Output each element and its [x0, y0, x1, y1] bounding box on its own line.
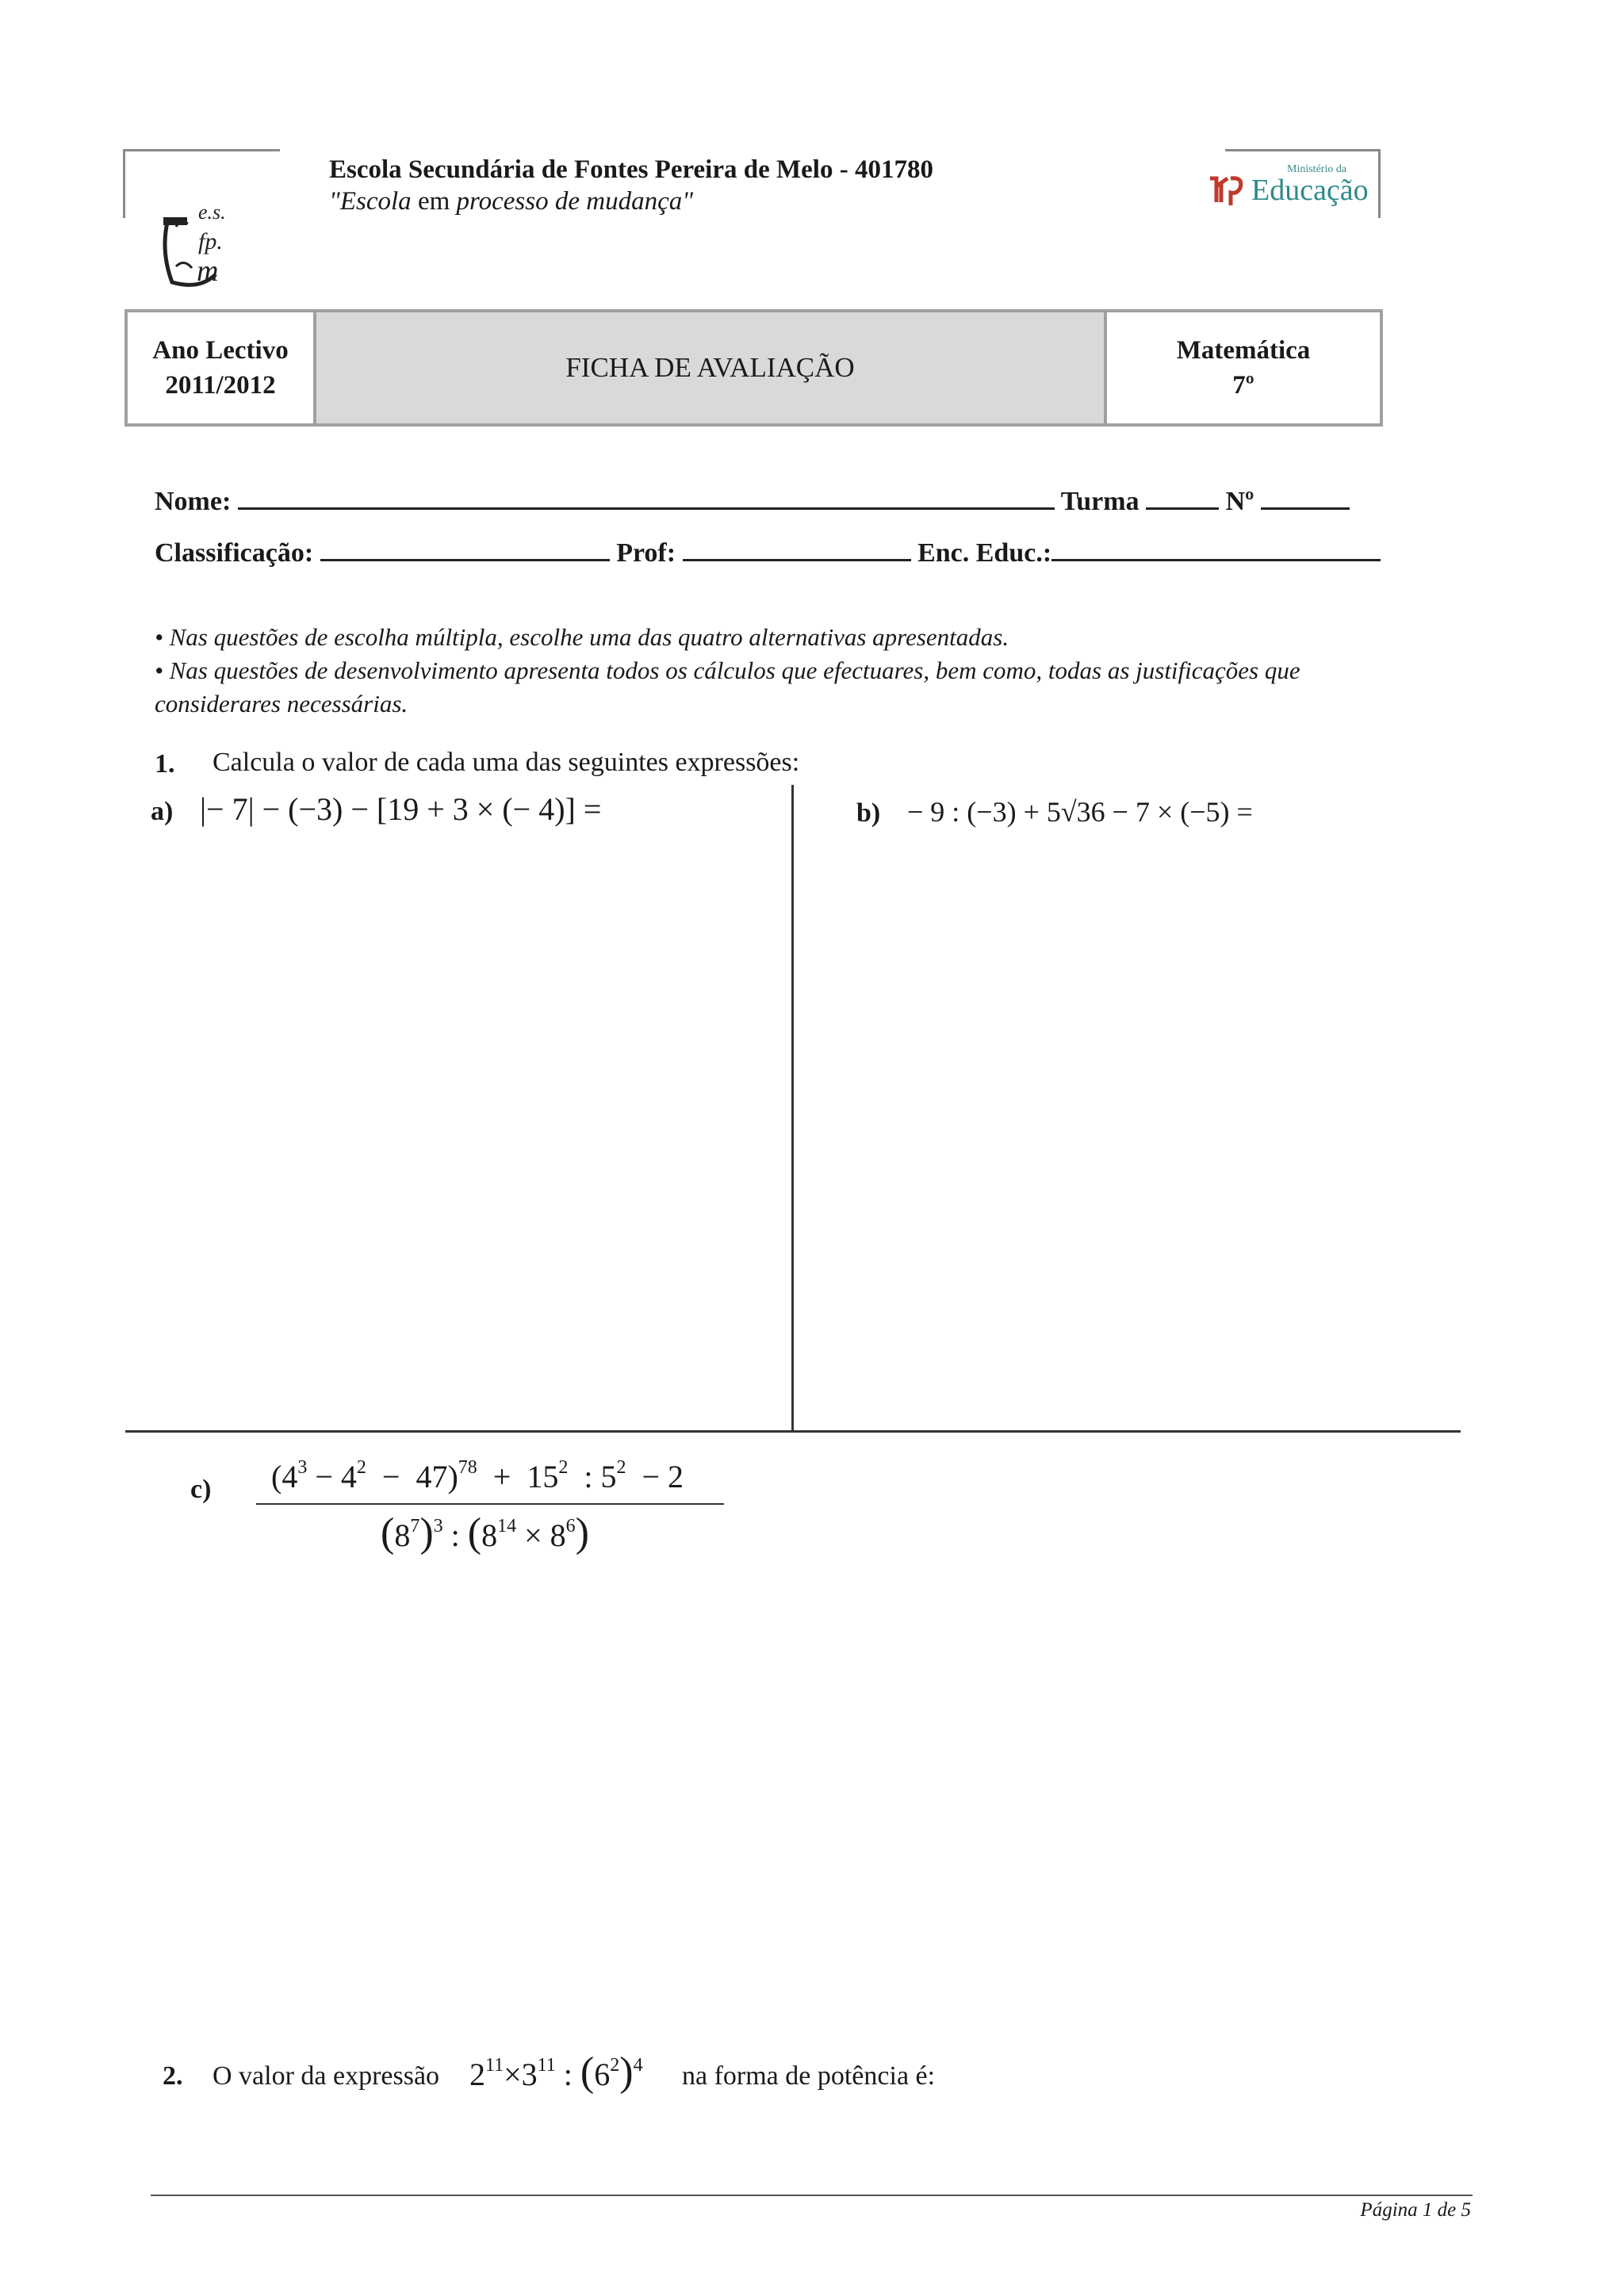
footer-rule [151, 2195, 1473, 2196]
instruction-2: • Nas questões de desenvolvimento apresenta todos os cálculos que efectuares, bem como, todas as justificações que [155, 656, 1300, 684]
class-label: Turma [1060, 487, 1139, 516]
class-field[interactable] [1146, 485, 1219, 510]
guardian-field[interactable] [1051, 537, 1381, 561]
q1-number: 1. [155, 749, 175, 779]
page-number: Página 1 de 5 [1360, 2199, 1471, 2221]
school-motto: "Escola em processo de mudança" [329, 187, 694, 216]
subject-cell [1107, 312, 1380, 423]
subject: Matemática [1176, 336, 1311, 365]
answer-divider-vertical [791, 785, 794, 1432]
q2-text-after: na forma de potência é: [682, 2061, 936, 2091]
svg-text:e.s.: e.s. [198, 201, 226, 224]
title-cell [316, 312, 1107, 423]
q1a-label: a) [151, 797, 174, 826]
ministry-logo-small-text: Ministério da [1287, 163, 1347, 175]
grade-field[interactable] [320, 537, 610, 561]
year-cell [128, 312, 316, 423]
q1b-expression: − 9 : (−3) + 5√36 − 7 × (−5) = [907, 796, 1253, 828]
svg-text:m: m [197, 254, 219, 288]
name-label: Nome: [155, 487, 232, 516]
school-logo [152, 195, 254, 297]
teacher-label: Prof: [616, 538, 676, 568]
grade-label: Classificação: [155, 538, 314, 568]
year-value: 2011/2012 [165, 371, 276, 400]
guardian-label: Enc. Educ.: [917, 538, 1052, 568]
grade: 7º [1232, 371, 1254, 400]
q1a-expression: |− 7| − (−3) − [19 + 3 × (− 4)] = [200, 791, 602, 827]
q1c-label: c) [190, 1475, 212, 1504]
instruction-3: considerares necessárias. [155, 690, 408, 718]
q1c-fraction-bar [256, 1503, 724, 1505]
grading-row [155, 537, 1381, 568]
info-table [124, 309, 1383, 427]
svg-text:fp.: fp. [198, 228, 223, 254]
q2-number: 2. [163, 2061, 183, 2091]
school-name: Escola Secundária de Fontes Pereira de Melo - 401780 [329, 155, 933, 184]
q2-expression: $2^{11}\times 3^{11}$ : $(6^2)^4$ [469, 2049, 643, 2095]
name-field[interactable] [238, 485, 1055, 510]
q1-text: Calcula o valor de cada uma das seguintes expressões: [213, 748, 800, 777]
answer-divider-horizontal [125, 1430, 1461, 1433]
ministry-logo-text: Educação [1251, 174, 1369, 207]
q2-text-before: O valor da expressão [213, 2061, 440, 2091]
q1b-label: b) [856, 798, 881, 828]
instruction-1: • Nas questões de escolha múltipla, escolhe uma das quatro alternativas apresentadas. [155, 623, 1009, 651]
q1c-denominator: $(8^7)^3$ : $(8^{14} \times 8^6)$ [381, 1510, 589, 1556]
number-field[interactable] [1261, 485, 1350, 510]
year-label: Ano Lectivo [152, 336, 289, 365]
teacher-field[interactable] [683, 537, 911, 561]
name-row [155, 485, 1350, 517]
sheet-title: FICHA DE AVALIAÇÃO [565, 352, 855, 383]
number-label: Nº [1225, 487, 1254, 516]
q1c-numerator: $(4^3 - 4^2 - 47)^{78} + 15^2$ : $5^2 - 2$ [271, 1457, 684, 1494]
